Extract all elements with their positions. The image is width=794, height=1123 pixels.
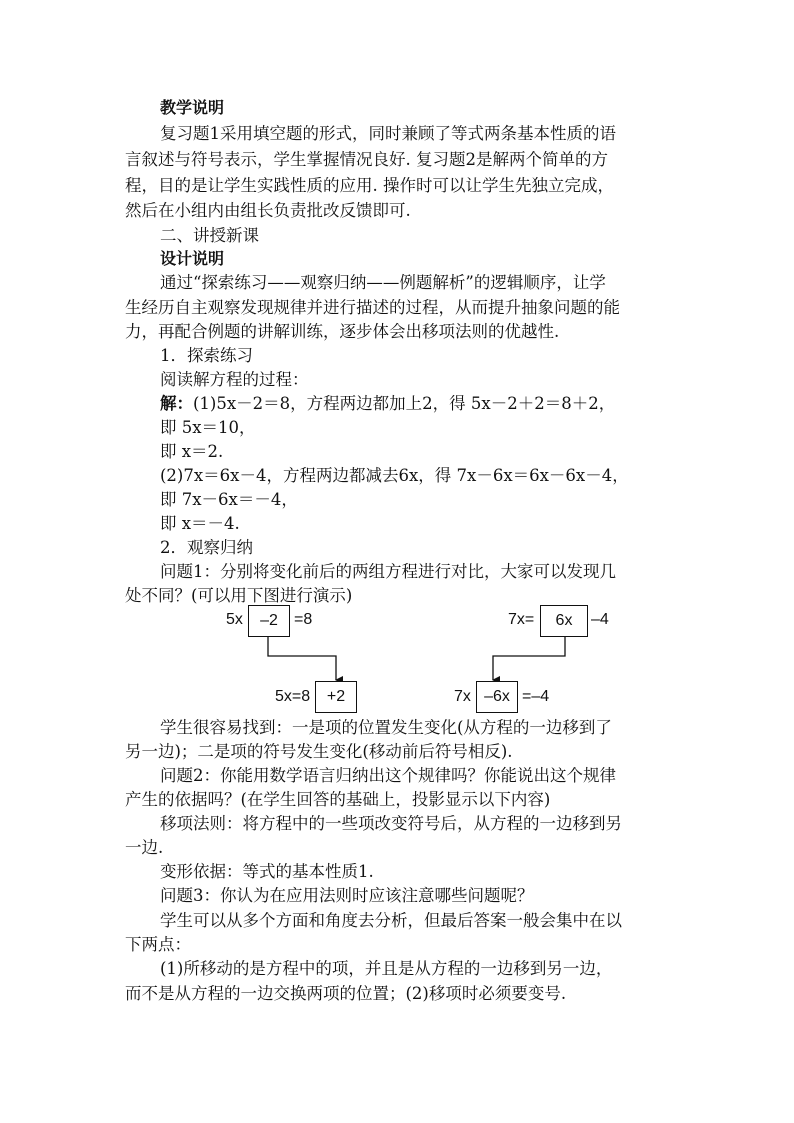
solution-line: 即 x＝2. — [160, 442, 224, 461]
left-top-prefix: 5x — [226, 611, 243, 628]
paragraph-line: 处不同？(可以用下图进行演示) — [125, 586, 353, 605]
left-top-suffix: =8 — [294, 611, 313, 628]
left-bottom-prefix: 5x=8 — [275, 688, 311, 705]
right-bottom-suffix: =–4 — [522, 688, 550, 705]
right-top-prefix: 7x= — [508, 611, 535, 628]
paragraph-line: 另一边)；二是项的符号发生变化(移动前后符号相反). — [125, 742, 513, 761]
paragraph-line: 言叙述与符号表示，学生掌握情况良好. 复习题2是解两个简单的方 — [125, 150, 608, 169]
right-top-suffix: –4 — [591, 611, 609, 628]
question-line: 问题3：你认为在应用法则时应该注意哪些问题呢？ — [160, 886, 534, 905]
paragraph-line: 力，再配合例题的讲解训练，逐步体会出移项法则的优越性. — [125, 322, 560, 341]
paragraph-line: 然后在小组内由组长负责批改反馈即可. — [125, 201, 411, 220]
paragraph-line: 产生的依据吗？(在学生回答的基础上，投影显示以下内容) — [125, 790, 551, 809]
solution-line: (2)7x＝6x－4，方程两边都减去6x，得 7x－6x＝6x－6x－4， — [160, 466, 629, 485]
paragraph-line: 复习题1采用填空题的形式，同时兼顾了等式两条基本性质的语 — [160, 124, 616, 143]
paragraph-line: 学生可以从多个方面和角度去分析，但最后答案一般会集中在以 — [160, 911, 622, 930]
left-arrow — [268, 637, 336, 680]
paragraph-line: 生经历自主观察发现规律并进行描述的过程，从而提升抽象问题的能 — [125, 298, 620, 317]
step-heading: 1．探索练习 — [160, 346, 253, 365]
solution-line: 即 5x＝10， — [160, 418, 256, 437]
solve-label: 解： — [160, 394, 193, 413]
paragraph-line: 问题1：分别将变化前后的两组方程进行对比，大家可以发现几 — [160, 562, 616, 581]
rule-line: 一边. — [125, 838, 164, 857]
paragraph-line: 程，目的是让学生实践性质的应用. 操作时可以让学生先独立完成， — [125, 176, 614, 195]
right-bottom-prefix: 7x — [454, 688, 471, 705]
step-heading: 2．观察归纳 — [160, 538, 253, 557]
basis-line: 变形依据：等式的基本性质1. — [160, 862, 374, 881]
right-arrow — [493, 637, 565, 680]
heading-teaching-notes: 教学说明 — [160, 98, 225, 117]
solution-line: 即 x＝－4. — [160, 514, 240, 533]
right-top-term-box: 6x — [540, 605, 588, 637]
solution-line-1 — [160, 392, 615, 416]
right-bottom-term-box: –6x — [476, 681, 518, 713]
solution-line: 即 7x－6x＝－4， — [160, 490, 298, 509]
connector-arrows — [0, 600, 794, 720]
rule-line: 移项法则：将方程中的一些项改变符号后，从方程的一边移到另 — [160, 814, 622, 833]
equation-text: (1)5x－2＝8，方程两边都加上2，得 5x－2＋2＝8＋2， — [193, 394, 616, 413]
left-top-term-box: –2 — [248, 605, 290, 637]
left-bottom-term-box: +2 — [315, 681, 357, 713]
paragraph-line: (1)所移动的是方程中的项，并且是从方程的一边移到另一边， — [160, 959, 613, 978]
section-heading: 二、讲授新课 — [160, 226, 259, 245]
heading-design-notes: 设计说明 — [160, 249, 225, 268]
paragraph-line: 而不是从方程的一边交换两项的位置；(2)移项时必须要变号. — [125, 984, 567, 1003]
paragraph-line: 问题2：你能用数学语言归纳出这个规律吗？你能说出这个规律 — [160, 766, 616, 785]
paragraph-line: 下两点： — [125, 935, 191, 954]
paragraph-line: 通过“探索练习——观察归纳——例题解析”的逻辑顺序，让学 — [160, 273, 606, 292]
transposition-diagram — [0, 600, 794, 720]
paragraph-line: 阅读解方程的过程： — [160, 370, 309, 389]
paragraph-line: 学生很容易找到：一是项的位置发生变化(从方程的一边移到了 — [160, 718, 612, 737]
